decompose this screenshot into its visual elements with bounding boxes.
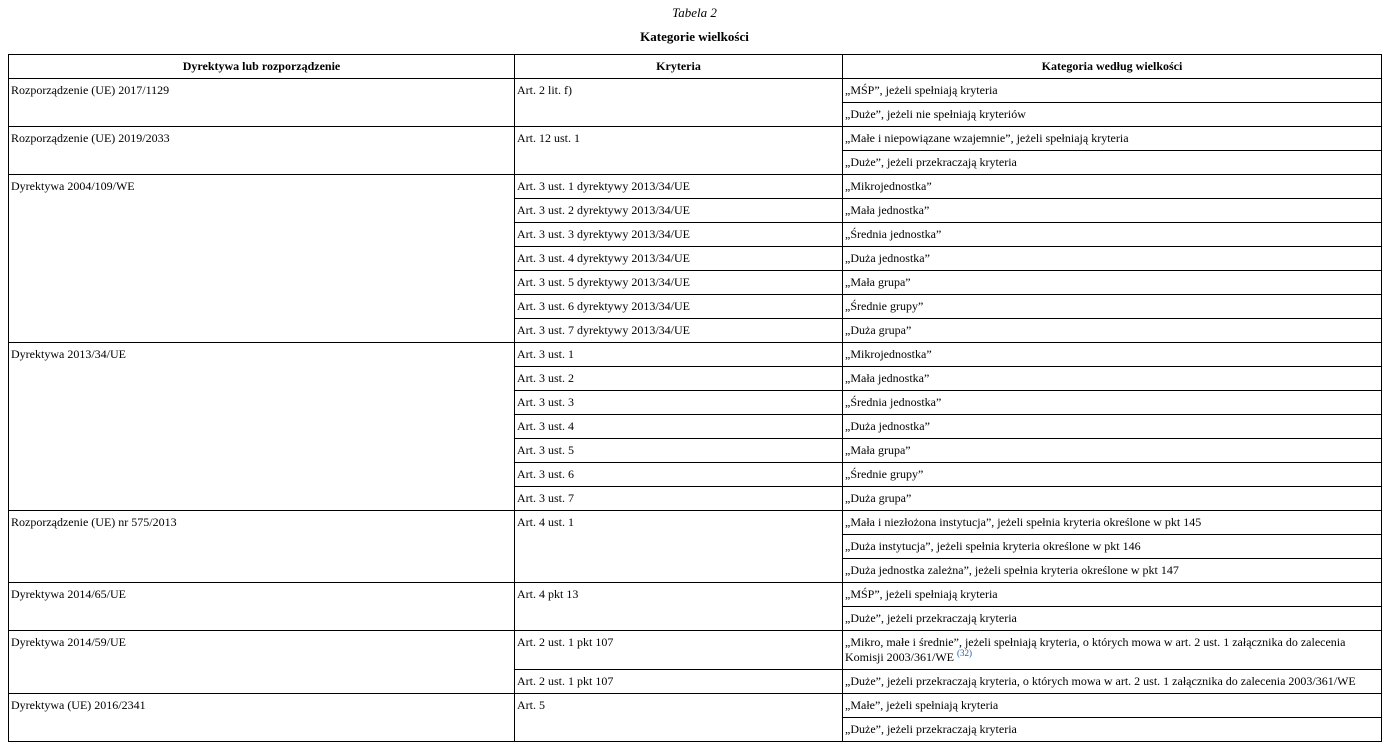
category-text: „MŚP”, jeżeli spełniają kryteria — [845, 83, 998, 97]
category-cell — [843, 694, 1382, 718]
category-cell — [843, 247, 1382, 271]
criteria-cell: Art. 3 ust. 1 dyrektywy 2013/34/UE — [515, 175, 843, 199]
category-text: „Duża grupa” — [845, 491, 912, 505]
directive-cell: Rozporządzenie (UE) nr 575/2013 — [9, 511, 515, 583]
table-row — [9, 631, 1382, 670]
category-text: „Duże”, jeżeli przekraczają kryteria — [845, 722, 1017, 736]
category-cell — [843, 583, 1382, 607]
table-header-row — [9, 55, 1382, 79]
criteria-cell: Art. 12 ust. 1 — [515, 127, 843, 175]
directive-cell: Dyrektywa (UE) 2016/2341 — [9, 694, 515, 742]
category-cell — [843, 319, 1382, 343]
category-cell — [843, 535, 1382, 559]
criteria-cell: Art. 3 ust. 5 — [515, 439, 843, 463]
table-row — [9, 127, 1382, 151]
category-text: „Średnie grupy” — [845, 467, 924, 481]
category-text: „Duże”, jeżeli przekraczają kryteria, o których mowa w art. 2 ust. 1 załącznika do zalecenia 2003/361/WE — [845, 674, 1356, 688]
column-header-criteria: Kryteria — [515, 55, 843, 79]
category-cell — [843, 223, 1382, 247]
directive-cell: Dyrektywa 2013/34/UE — [9, 343, 515, 511]
criteria-cell: Art. 3 ust. 2 dyrektywy 2013/34/UE — [515, 199, 843, 223]
category-cell — [843, 670, 1382, 694]
directive-cell: Dyrektywa 2014/59/UE — [9, 631, 515, 694]
category-cell — [843, 175, 1382, 199]
category-text: „Duże”, jeżeli przekraczają kryteria — [845, 611, 1017, 625]
size-categories-table — [8, 54, 1382, 742]
category-cell — [843, 463, 1382, 487]
category-text: „Duża jednostka zależna”, jeżeli spełnia kryteria określone w pkt 147 — [845, 563, 1179, 577]
criteria-cell: Art. 3 ust. 5 dyrektywy 2013/34/UE — [515, 271, 843, 295]
column-header-directive: Dyrektywa lub rozporządzenie — [9, 55, 515, 79]
category-text: „Duże”, jeżeli nie spełniają kryteriów — [845, 107, 1026, 121]
category-text: „MŚP”, jeżeli spełniają kryteria — [845, 587, 998, 601]
directive-cell: Dyrektywa 2004/109/WE — [9, 175, 515, 343]
category-text: „Mała jednostka” — [845, 203, 930, 217]
criteria-cell: Art. 3 ust. 7 dyrektywy 2013/34/UE — [515, 319, 843, 343]
category-cell — [843, 127, 1382, 151]
table-caption: Tabela 2 — [672, 5, 717, 20]
table-row — [9, 175, 1382, 199]
table-row — [9, 694, 1382, 718]
category-cell — [843, 151, 1382, 175]
table-row — [9, 583, 1382, 607]
criteria-cell: Art. 3 ust. 7 — [515, 487, 843, 511]
category-cell — [843, 79, 1382, 103]
criteria-cell: Art. 5 — [515, 694, 843, 742]
category-text: „Duża instytucja”, jeżeli spełnia kryteria określone w pkt 146 — [845, 539, 1141, 553]
category-cell — [843, 103, 1382, 127]
criteria-cell: Art. 4 ust. 1 — [515, 511, 843, 583]
category-cell — [843, 295, 1382, 319]
category-cell — [843, 607, 1382, 631]
category-cell — [843, 343, 1382, 367]
criteria-cell: Art. 3 ust. 2 — [515, 367, 843, 391]
criteria-cell: Art. 2 lit. f) — [515, 79, 843, 127]
category-text: „Duża grupa” — [845, 323, 912, 337]
category-cell — [843, 511, 1382, 535]
criteria-cell: Art. 3 ust. 1 — [515, 343, 843, 367]
table-heading: Kategorie wielkości — [640, 29, 749, 44]
category-text: „Małe”, jeżeli spełniają kryteria — [845, 698, 999, 712]
table-row — [9, 343, 1382, 367]
category-cell — [843, 199, 1382, 223]
criteria-cell: Art. 3 ust. 6 dyrektywy 2013/34/UE — [515, 295, 843, 319]
category-cell — [843, 391, 1382, 415]
criteria-cell: Art. 4 pkt 13 — [515, 583, 843, 631]
category-text: „Mikrojednostka” — [845, 347, 932, 361]
directive-cell: Rozporządzenie (UE) 2019/2033 — [9, 127, 515, 175]
category-text: „Mikro, małe i średnie”, jeżeli spełniają kryteria, o których mowa w art. 2 ust. 1 załącznika do zalecenia Komisji 2003/361/WE — [845, 635, 1346, 664]
category-text: „Małe i niepowiązane wzajemnie”, jeżeli spełniają kryteria — [845, 131, 1129, 145]
category-text: „Duża jednostka” — [845, 251, 930, 265]
category-text: „Mała jednostka” — [845, 371, 930, 385]
category-text: „Średnie grupy” — [845, 299, 924, 313]
category-cell — [843, 367, 1382, 391]
category-text: „Mała grupa” — [845, 275, 911, 289]
category-cell — [843, 415, 1382, 439]
criteria-cell: Art. 2 ust. 1 pkt 107 — [515, 631, 843, 670]
criteria-cell: Art. 3 ust. 3 — [515, 391, 843, 415]
column-header-category: Kategoria według wielkości — [843, 55, 1382, 79]
criteria-cell: Art. 3 ust. 3 dyrektywy 2013/34/UE — [515, 223, 843, 247]
category-cell — [843, 718, 1382, 742]
directive-cell: Dyrektywa 2014/65/UE — [9, 583, 515, 631]
category-cell — [843, 487, 1382, 511]
category-cell — [843, 631, 1382, 670]
category-text: „Duża jednostka” — [845, 419, 930, 433]
category-text: „Duże”, jeżeli przekraczają kryteria — [845, 155, 1017, 169]
category-text: „Średnia jednostka” — [845, 227, 942, 241]
criteria-cell: Art. 2 ust. 1 pkt 107 — [515, 670, 843, 694]
category-cell — [843, 271, 1382, 295]
category-cell — [843, 559, 1382, 583]
criteria-cell: Art. 3 ust. 4 dyrektywy 2013/34/UE — [515, 247, 843, 271]
criteria-cell: Art. 3 ust. 4 — [515, 415, 843, 439]
table-row — [9, 79, 1382, 103]
criteria-cell: Art. 3 ust. 6 — [515, 463, 843, 487]
table-row — [9, 511, 1382, 535]
category-text: „Mała i niezłożona instytucja”, jeżeli spełnia kryteria określone w pkt 145 — [845, 515, 1202, 529]
category-text: „Mała grupa” — [845, 443, 911, 457]
category-cell — [843, 439, 1382, 463]
category-text: „Średnia jednostka” — [845, 395, 942, 409]
directive-cell: Rozporządzenie (UE) 2017/1129 — [9, 79, 515, 127]
category-text: „Mikrojednostka” — [845, 179, 932, 193]
footnote-link[interactable]: (32) — [957, 648, 972, 658]
